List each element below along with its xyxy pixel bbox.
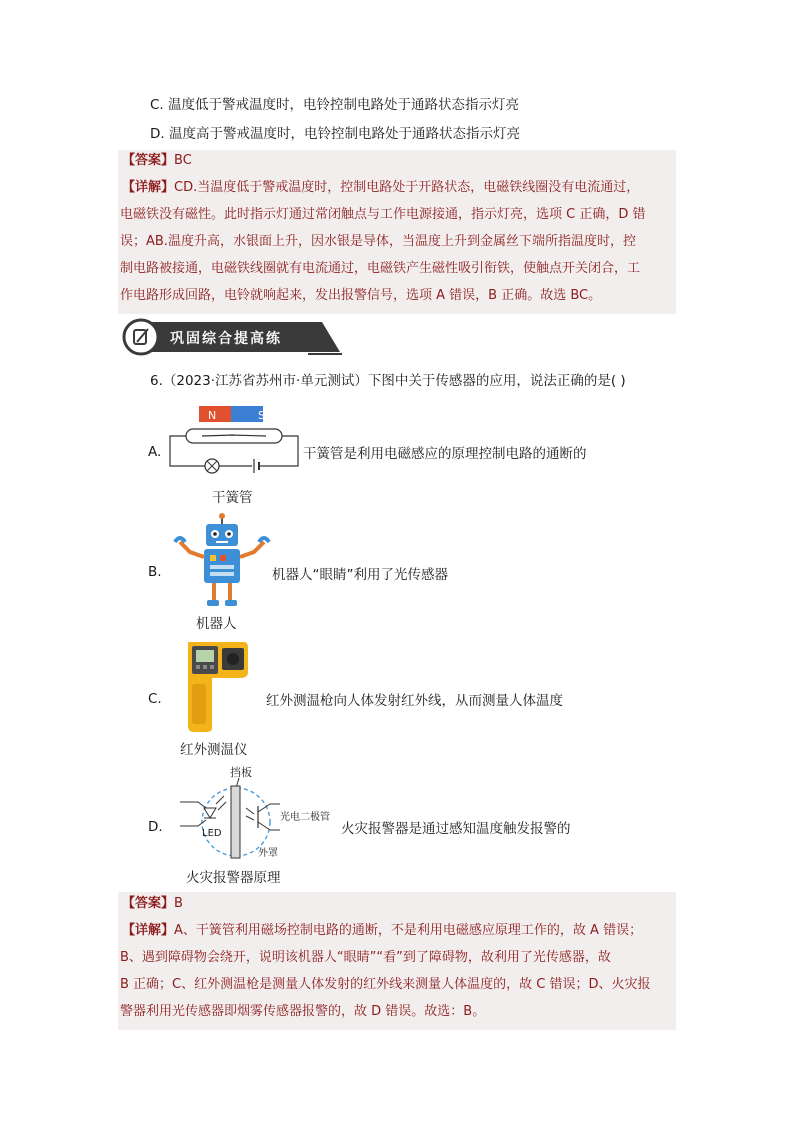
choice-d-caption: 火灾报警器原理 (186, 870, 281, 886)
choice-a-text: 干簧管是利用电磁感应的原理控制电路的通断的 (303, 446, 587, 462)
detail-1-line-2: 误；AB.温度升高，水银面上升，因水银是导体，当温度上升到金属丝下端所指温度时，控 (120, 234, 636, 249)
fire-alarm-diagram (176, 764, 342, 860)
choice-a-letter: A. (148, 444, 162, 460)
detail-1-line-1: 电磁铁没有磁性。此时指示灯通过常闭触点与工作电源接通，指示灯亮，选项 C 正确，D 错 (120, 207, 646, 222)
option-c-top: C. 温度低于警戒温度时，电铃控制电路处于通路状态指示灯亮 (150, 97, 520, 113)
detail-1-line-3: 制电路被接通，电磁铁线圈就有电流通过，电磁铁产生磁性吸引衔铁，使触点开关闭合，工 (120, 261, 641, 276)
answer-tag: 【答案】 (122, 153, 175, 168)
section-banner-title: 巩固综合提高练 (170, 331, 282, 347)
answer-box-1 (118, 150, 676, 314)
choice-c-text: 红外测温枪向人体发射红外线，从而测量人体温度 (266, 693, 563, 709)
choice-b-letter: B. (148, 564, 162, 580)
photodiode-label: 光电二极管 (280, 812, 330, 823)
choice-c-letter: C. (148, 691, 162, 707)
detail-tag: 【详解】 (122, 180, 175, 195)
choice-c-caption: 红外测温仪 (180, 742, 248, 758)
choice-d-text: 火灾报警器是通过感知温度触发报警的 (341, 821, 571, 837)
led-label: LED (202, 828, 222, 839)
choice-b-text: 机器人“眼睛”利用了光传感器 (272, 567, 448, 583)
robot-icon (172, 512, 272, 612)
detail-2-line-2: B 正确；C、红外测温枪是测量人体发射的红外线来测量人体温度的，故 C 错误；D、火灾报 (120, 977, 651, 992)
magnet-n-label: N (208, 409, 217, 422)
choice-a-caption: 干簧管 (212, 490, 253, 506)
detail-1-line-0 (122, 179, 639, 197)
option-d-top: D. 温度高于警戒温度时，电铃控制电路处于通路状态指示灯亮 (150, 126, 520, 142)
detail-text: A、干簧管利用磁场控制电路的通断，不是利用电磁感应原理工作的，故 A 错误； (174, 923, 643, 938)
detail-1-line-4: 作电路形成回路，电铃就响起来，发出报警信号，选项 A 错误，B 正确。故选 BC。 (120, 288, 602, 303)
cover-label: 外罩 (258, 848, 278, 859)
answer-tag: 【答案】 (122, 896, 175, 911)
answer-value: BC (174, 153, 192, 168)
detail-2-line-0 (122, 922, 642, 940)
reed-switch-figure (166, 404, 302, 484)
magnet-s-label: S (258, 409, 265, 422)
question-stem: 6.（2023·江苏省苏州市·单元测试）下图中关于传感器的应用，说法正确的是( ) (150, 373, 626, 389)
choice-d-letter: D. (148, 819, 163, 835)
detail-2-line-3: 警器利用光传感器即烟雾传感器报警的，故 D 错误。故选：B。 (120, 1004, 486, 1019)
detail-text: CD.当温度低于警戒温度时，控制电路处于开路状态，电磁铁线圈没有电流通过， (174, 180, 640, 195)
answer-value: B (174, 896, 183, 911)
answer-2-line (122, 895, 183, 913)
baffle-label: 挡板 (230, 766, 252, 779)
answer-1-line (122, 152, 192, 170)
infrared-thermometer-icon (182, 638, 252, 734)
detail-2-line-1: B、遇到障碍物会绕开，说明该机器人“眼睛”“看”到了障碍物，故利用了光传感器，故 (120, 950, 611, 965)
answer-box-2 (118, 892, 676, 1030)
choice-b-caption: 机器人 (196, 616, 237, 632)
detail-tag: 【详解】 (122, 923, 175, 938)
